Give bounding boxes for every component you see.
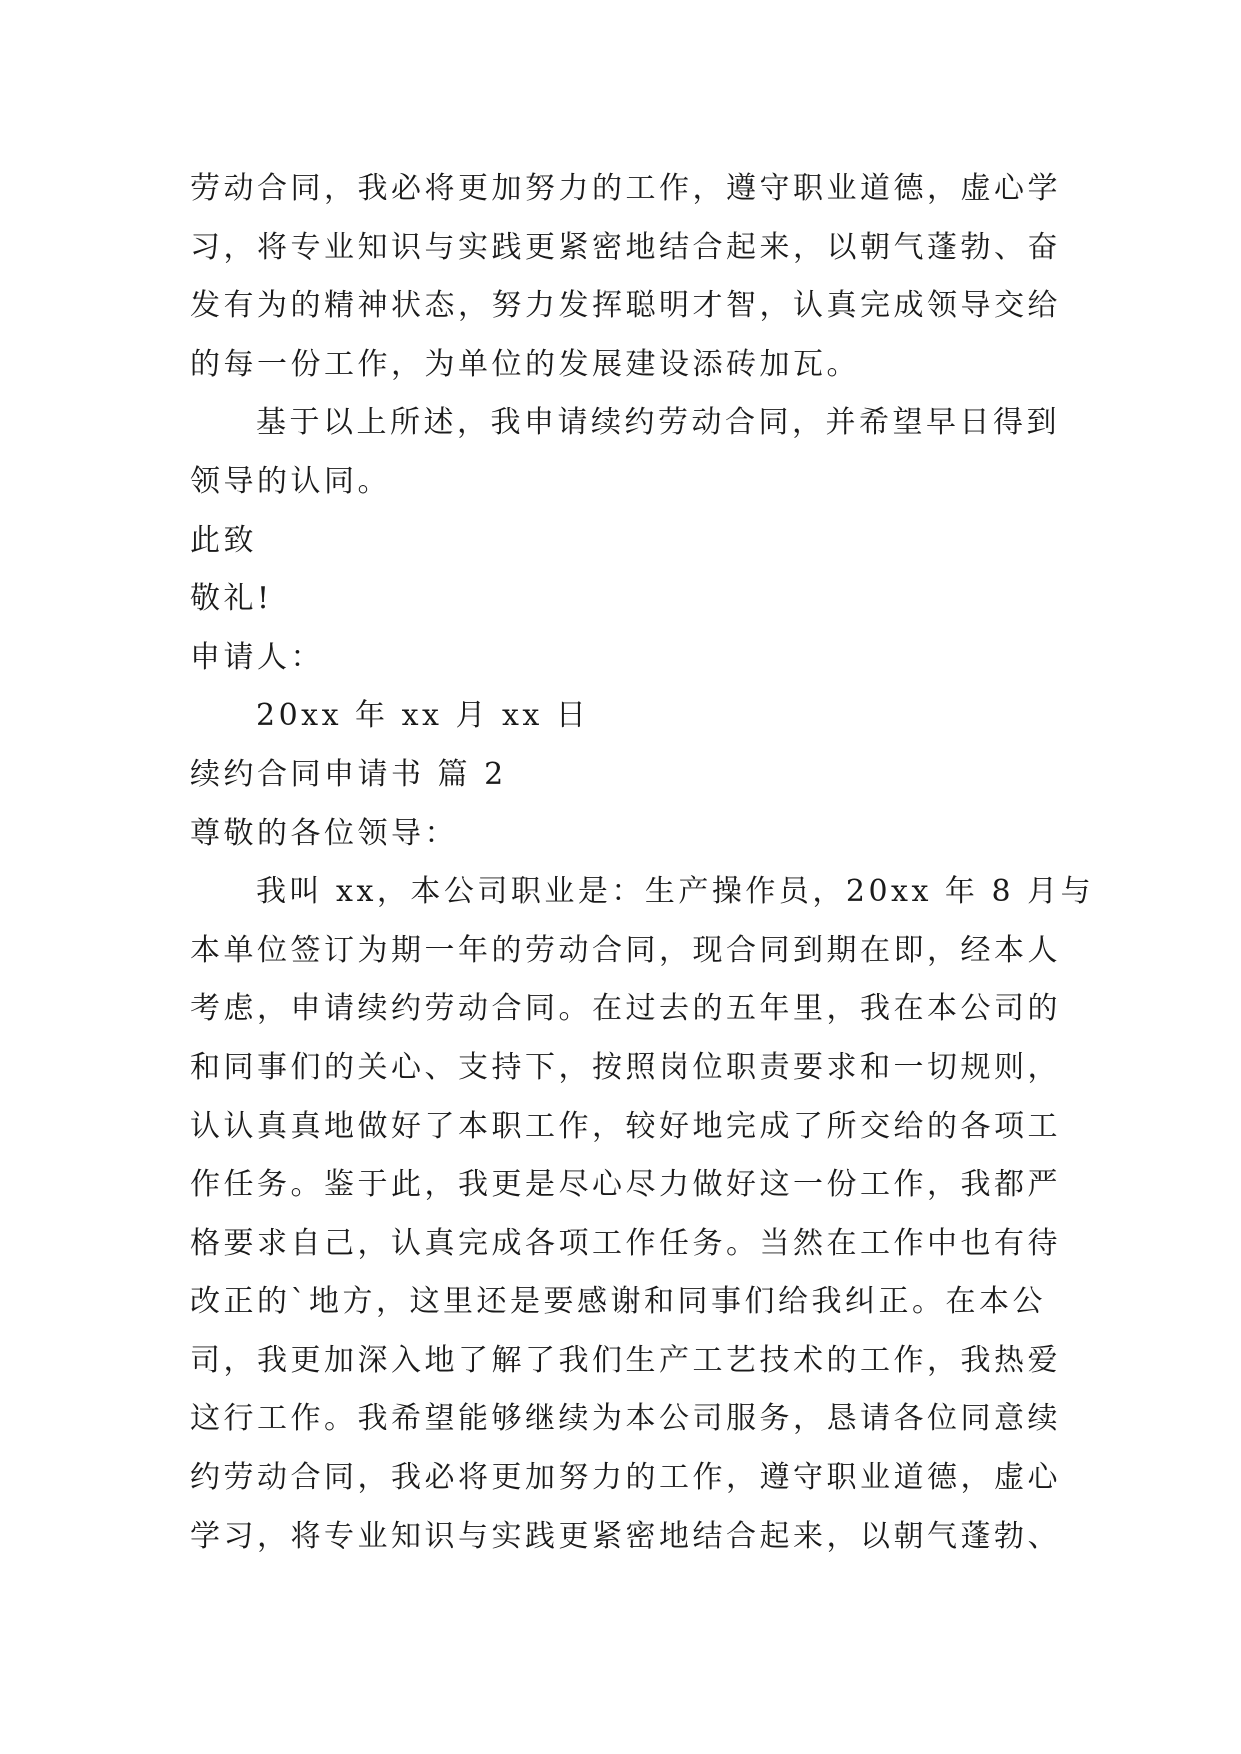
text-line: 约劳动合同，我必将更加努力的工作，遵守职业道德，虚心 [190, 1460, 1061, 1496]
text-line: 这行工作。我希望能够继续为本公司服务，恳请各位同意续 [190, 1401, 1061, 1437]
text-line: 敬礼! [190, 581, 273, 617]
text-line: 改正的`地方，这里还是要感谢和同事们给我纠正。在本公 [190, 1284, 1046, 1320]
text-line: 和同事们的关心、支持下，按照岗位职责要求和一切规则， [190, 1049, 1061, 1085]
text-line: 续约合同申请书 篇 2 [190, 756, 507, 792]
text-line: 格要求自己，认真完成各项工作任务。当然在工作中也有待 [190, 1225, 1061, 1261]
text-line: 的每一份工作，为单位的发展建设添砖加瓦。 [190, 346, 860, 382]
text-line: 此致 [190, 522, 257, 558]
text-line: 本单位签订为期一年的劳动合同，现合同到期在即，经本人 [190, 932, 1061, 968]
text-line: 20xx 年 xx 月 xx 日 [256, 698, 590, 734]
text-line: 我叫 xx，本公司职业是：生产操作员，20xx 年 8 月与 [256, 874, 1095, 910]
text-line: 劳动合同，我必将更加努力的工作，遵守职业道德，虚心学 [190, 171, 1061, 206]
text-line: 作任务。鉴于此，我更是尽心尽力做好这一份工作，我都严 [190, 1167, 1061, 1203]
text-line: 发有为的精神状态，努力发挥聪明才智，认真完成领导交给 [190, 288, 1061, 324]
text-line: 考虑，申请续约劳动合同。在过去的五年里，我在本公司的 [190, 991, 1061, 1027]
text-line: 习，将专业知识与实践更紧密地结合起来，以朝气蓬勃、奋 [190, 229, 1061, 265]
document-body [190, 160, 1095, 1566]
text-line: 尊敬的各位领导： [190, 815, 458, 851]
text-line: 申请人： [190, 639, 324, 675]
text-line: 基于以上所述，我申请续约劳动合同，并希望早日得到 [256, 405, 1060, 441]
text-line: 认认真真地做好了本职工作，较好地完成了所交给的各项工 [190, 1108, 1061, 1144]
text-line: 领导的认同。 [190, 463, 391, 499]
text-line: 司，我更加深入地了解了我们生产工艺技术的工作，我热爱 [190, 1342, 1061, 1378]
text-line: 学习，将专业知识与实践更紧密地结合起来，以朝气蓬勃、 [190, 1518, 1061, 1554]
